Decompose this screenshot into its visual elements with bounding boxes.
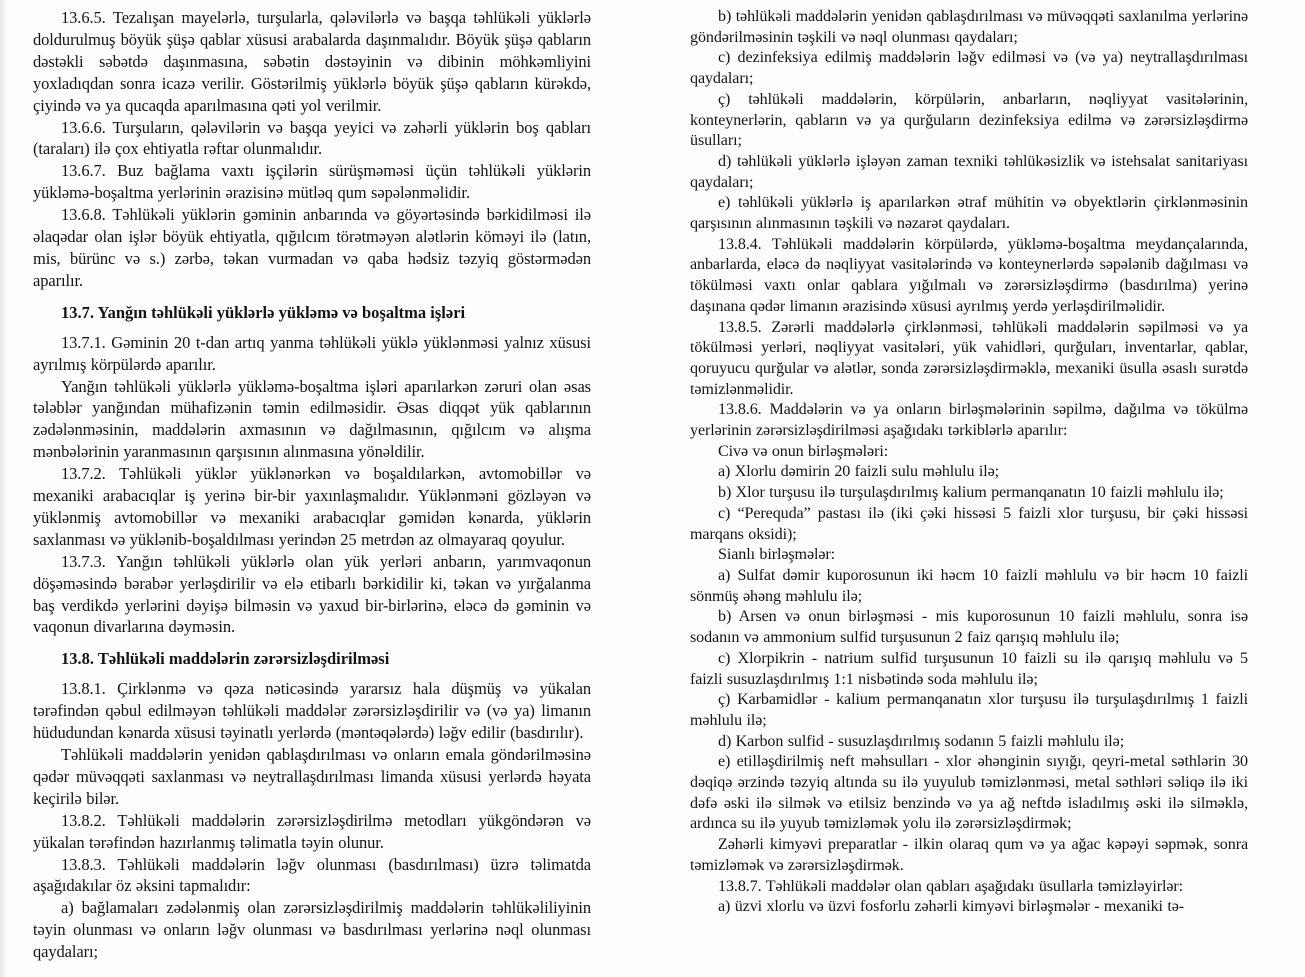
cyanide-item-ch: ç) Karbamidlər - kalium permanqanatın xlor turşusu ilə turşulaşdırılmış 1 faizli məhlulu ilə; (690, 691, 1248, 729)
list-item-a: a) bağlamaları zədələnmiş olan zərərsizləşdirilmiş maddələrin təhlükəliliyinin təyin olunması və onların ləğv olunması və basdırılması yerlərinə nəql olunması qaydaları; (33, 898, 591, 962)
para-13-6-7: 13.6.7. Buz bağlama vaxtı işçilərin sürüşməməsi üçün təhlükəli yüklərin yükləmə-boşaltma yerlərinin ərazisinə mütləq qum səpələnməlidir. (33, 161, 591, 203)
para-13-8-4: 13.8.4. Təhlükəli maddələrin körpülərdə, yükləmə-boşaltma meydançalarında, anbarlarda, eləcə də nəqliyyat vasitələrində və konteynerlərdə səpələnib dağılması və tökülməsi vaxtı onlar qablara yığılmalı və zərərsizləşdirmə (basdırılma) yerinə daşınana qədər limanın ərazisində xüsusi ayrılmış yerdə yerləşdirilməlidir. (690, 235, 1248, 315)
list-item-a2: a) üzvi xlorlu və üzvi fosforlu zəhərli kimyəvi birləşmələr - mexaniki tə- (718, 898, 1184, 916)
para-13-7-1-cont: Yanğın təhlükəli yüklərlə yükləmə-boşaltma işləri aparılarkən zəruri olan əsas tələblər yanğından mühafizənin təmin edilməsidir. Əsas diqqət yük qablarının zədələnməsinin, maddələrin axmasının və dağılmasının, qığılcım və alışma mənbələrinin yaranmasının qarşısının alınmasına yönəldilir. (33, 376, 591, 462)
label-mercury-compounds: Civə və onun birləşmələri: (718, 442, 889, 460)
right-column (690, 7, 1248, 971)
list-item-c: c) dezinfeksiya edilmiş maddələrin ləğv edilməsi və (və ya) neytrallaşdırılması qaydaları; (690, 49, 1248, 88)
cyanide-item-b: b) Arsen və onun birləşməsi - mis kuporosunun 10 faizli məhlulu, sonra isə sodanın və ammonium sulfid turşusunun 2 faiz qarışıq məhlulu ilə; (690, 608, 1248, 647)
para-13-7-3: 13.7.3. Yanğın təhlükəli yüklərlə olan yük yerləri anbarın, yarımvaqonun döşəməsində bərabər yerləşdirilir və elə etibarlı bərkidilir ki, təkan və yırğalanma baş verdikdə yerlərini dəyişə bilməsin və yaxud bir-birlərinə, eləcə də gəminin və vaqonun divarlarına dəyməsin. (33, 551, 591, 637)
para-13-6-8: 13.6.8. Təhlükəli yüklərin gəminin anbarında və göyərtəsində bərkidilməsi ilə əlaqədar olan işlər böyük ehtiyatla, qığılcım törətməyən alətlərin köməyi ilə (latın, mis, bürünc və s.) zərbə, təkan vurmadan və qaba hədsiz təzyiq göstərmədən aparılır. (33, 205, 591, 290)
cyanide-item-d: d) Karbon sulfid - susuzlaşdırılmış sodanın 5 faizli məhlulu ilə; (718, 732, 1125, 750)
list-item-ch: ç) təhlükəli maddələrin, körpülərin, anbarların, nəqliyyat vasitələrinin, konteynerlərin, qabların və ya qurğuların dezinfeksiya edilmə və zərərsizləşdirmə üsulları; (690, 90, 1248, 150)
mercury-item-a: a) Xlorlu dəmirin 20 faizli sulu məhlulu ilə; (718, 463, 1000, 481)
para-13-8-1-cont: Təhlükəli maddələrin yenidən qablaşdırılması və onların emala göndərilməsinə qədər müvəqqəti saxlanması və neytrallaşdırılması limanda xüsusi yerlərdə həyata keçirilə bilər. (33, 745, 591, 808)
mercury-item-c: c) “Perequda” pastası ilə (iki çəki hissəsi 5 faizli xlor turşusu, bir çəki hissəsi marqans oksidi); (690, 504, 1248, 543)
list-item-b: b) təhlükəli maddələrin yenidən qablaşdırılması və müvəqqəti saxlanılma yerlərinə göndərilməsinin təşkili və nəql olunması qaydaları; (690, 8, 1248, 46)
para-13-8-3: 13.8.3. Təhlükəli maddələrin ləğv olunması (basdırılması) üzrə təlimatda aşağıdakılar öz əksini tapmalıdır: (33, 854, 591, 896)
cyanide-item-a: a) Sulfat dəmir kuporosunun iki həcm 10 faizli məhlulu və bir həcm 10 faizli sönmüş əhəng məhlulu ilə; (690, 566, 1248, 605)
section-heading-13-8: 13.8. Təhlükəli maddələrin zərərsizləşdirilməsi (61, 649, 390, 669)
para-13-8-1: 13.8.1. Çirklənmə və qəza nəticəsində yararsız hala düşmüş və yükalan tərəfindən qəbul edilməyən təhlükəli maddələr zərərsizləşdirilir və (və ya) limanın hüdudundan kənarda xüsusi təyinatlı yerlərdə (məntəqələrdə) ləğv edilir (basdırılır). (33, 679, 591, 743)
para-13-6-6: 13.6.6. Turşuların, qələvilərin və başqa yeyici və zəhərli yüklərin boş qabları (taraları) ilə çox ehtiyatla rəftar olunmalıdır. (33, 117, 591, 159)
para-13-7-2: 13.7.2. Təhlükəli yüklər yüklənərkən və boşaldılarkən, avtomobillər və mexaniki arabacıqlar iş yerinə bir-bir yaxınlaşmalıdır. Yüklənməni gözləyən və yüklənmiş avtomobillər və mexaniki arabacıqlar gəmidən kənarda, yüklərin saxlanması və yüklənib-boşaldılması yerindən 25 metrdən az olmayaraq qoyulur. (33, 464, 591, 549)
para-13-6-5: 13.6.5. Tezalışan mayelərlə, turşularla, qələvilərlə və başqa təhlükəli yüklərlə doldurulmuş böyük şüşə qablar xüsusi arabalarda daşınmalıdır. Böyük şüşə qabların dəstəkli səbətdə daşınmasına, səbətin dəstəyinin və dibinin möhkəmliyini yoxladıqdan sonra icazə verilir. Göstərilmiş yüklərlə böyük şüşə qabların kürəkdə, çiyində və ya qucaqda aparılmasına qəti yol verilmir. (33, 8, 591, 115)
label-cyanide-compounds: Sianlı birləşmələr: (718, 546, 836, 564)
para-toxic-preparations: Zəhərli kimyəvi preparatlar - ilkin olaraq qum və ya ağac kəpəyi səpmək, sonra təmizləmək və zərərsizləşdirmək. (690, 836, 1248, 874)
left-column (33, 7, 591, 971)
column-gap (591, 7, 690, 971)
section-heading-13-7: 13.7. Yanğın təhlükəli yüklərlə yükləmə və boşaltma işləri (61, 302, 466, 322)
para-13-8-2: 13.8.2. Təhlükəli maddələrin zərərsizləşdirilmə metodları yükgöndərən və yükalan tərəfindən hazırlanmış təlimatla təyin olunur. (33, 810, 591, 852)
cyanide-item-e: e) etilləşdirilmiş neft məhsulları - xlor əhənginin sıyığı, qeyri-metal səthlərin 30 dəqiqə ərzində təzyiq altında su ilə yuyulub təmizlənməsi, metal səthləri səliqə ilə iki dəfə əski ilə silmək və etilsiz benzində və ya ağ neftdə isladılmış əski ilə silməklə, ardınca su ilə yuyub təmizləmək yolu ilə zərərsizləşdirmək; (690, 753, 1248, 833)
para-13-7-1: 13.7.1. Gəminin 20 t-dan artıq yanma təhlükəli yüklə yüklənməsi yalnız xüsusi ayrılmış körpülərdə aparılır. (33, 332, 591, 374)
list-item-d: d) təhlükəli yüklərlə işləyən zaman texniki təhlükəsizlik və istehsalat sanitariyası qaydaları; (690, 152, 1248, 191)
para-13-8-7: 13.8.7. Təhlükəli maddələr olan qabları aşağıdakı üsullarla təmizləyirlər: (718, 877, 1184, 895)
para-13-8-6: 13.8.6. Maddələrin və ya onların birləşmələrinin səpilmə, dağılma və tökülmə yerlərinin zərərsizləşdirilməsi aşağıdakı tərkiblərlə aparılır: (690, 401, 1248, 440)
list-item-e: e) təhlükəli yüklərlə iş aparılarkən ətraf mühitin və obyektlərin çirklənməsinin qarşısının alınmasının təşkili və nəzarət qaydaları. (690, 194, 1248, 233)
para-13-8-5: 13.8.5. Zərərli maddələrlə çirklənməsi, təhlükəli maddələrin səpilməsi və ya tökülməsi yerləri, nəqliyyat vasitələri, yük vahidləri, qurğuları, inventarlar, qablar, qoruyucu qurğular və alətlər, sonda zərərsizləşdirməklə, mexaniki üsulla əsaslı surətdə təmizlənməlidir. (690, 318, 1248, 398)
mercury-item-b: b) Xlor turşusu ilə turşulaşdırılmış kalium permanqanatın 10 faizli məhlulu ilə; (718, 484, 1224, 502)
cyanide-item-c: c) Xlorpikrin - natrium sulfid turşusunun 10 faizli su ilə qarışıq məhlulu və 5 faizli susuzlaşdırılmış 1:1 nisbətində soda məhlulu ilə; (690, 649, 1248, 688)
